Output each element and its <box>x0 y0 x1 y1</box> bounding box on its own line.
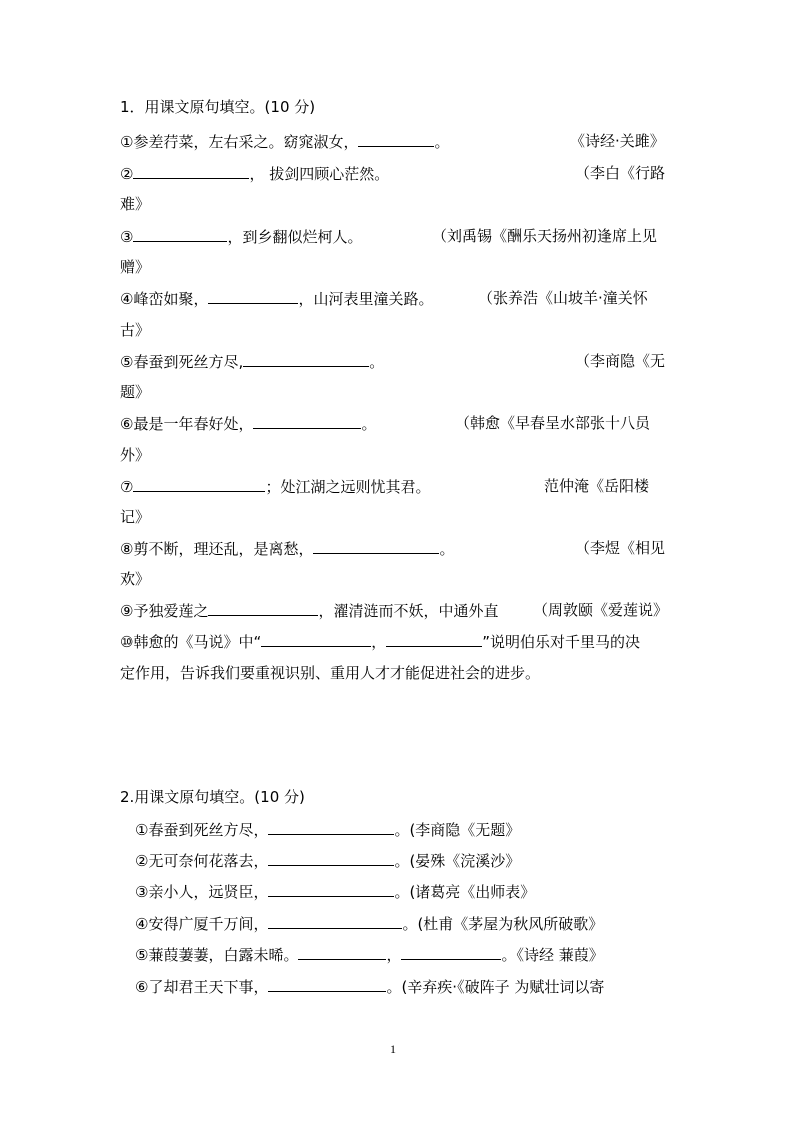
q1-source: 《诗经·关雎》 <box>570 132 665 150</box>
q3-blank[interactable] <box>133 225 227 242</box>
q6-end: 。 <box>361 415 377 433</box>
s2-q6-line <box>135 975 604 998</box>
q10-comma: ， <box>371 633 387 651</box>
q4-text-b: ，山河表里潼关路。 <box>298 290 434 308</box>
q5-end: 。 <box>369 353 385 371</box>
q10-line <box>120 630 640 653</box>
q2-line <box>120 162 389 185</box>
q5-blank[interactable] <box>243 350 369 367</box>
q9-blank[interactable] <box>208 599 318 616</box>
q3-line <box>120 225 362 248</box>
q7-blank[interactable] <box>133 475 265 492</box>
q9-source: （周敦颐《爱莲说》 <box>533 601 669 619</box>
q10-blank-1[interactable] <box>261 630 371 647</box>
s2-q6-blank[interactable] <box>268 975 386 992</box>
s2-q6-source: 。(辛弃疾·《破阵子 为赋壮词以寄 <box>386 978 605 996</box>
s2-q2-line <box>135 849 520 872</box>
q3-text: ，到乡翻似烂柯人。 <box>227 228 363 246</box>
s2-q2-source: 。(晏殊《浣溪沙》 <box>394 852 521 870</box>
q7-source: 范仲淹《岳阳楼 <box>544 477 650 495</box>
s2-q2-text: ②无可奈何花落去， <box>135 852 269 870</box>
q7-source-cont: 记》 <box>120 508 151 526</box>
q4-blank[interactable] <box>208 287 298 304</box>
q8-blank[interactable] <box>313 537 439 554</box>
q10-blank-2[interactable] <box>386 630 482 647</box>
q2-blank[interactable] <box>133 162 249 179</box>
q7-line <box>120 475 430 498</box>
s2-q3-text: ③亲小人，远贤臣， <box>135 883 269 901</box>
s2-q5-source: 。《诗经 蒹葭》 <box>501 946 604 964</box>
s2-q1-blank[interactable] <box>268 818 394 835</box>
q5-source: （李商隐《无 <box>575 352 666 370</box>
q4-source-cont: 古》 <box>120 321 151 339</box>
section2-title: 2.用课文原句填空。(10 分) <box>120 788 305 806</box>
q3-source-cont: 赠》 <box>120 258 151 276</box>
s2-q5-text: ⑤蒹葭萋萋，白露未晞。 <box>135 946 299 964</box>
q5-text: ⑤春蚕到死丝方尽, <box>120 353 244 371</box>
q8-source-cont: 欢》 <box>120 570 151 588</box>
q10-text-a: ⑩韩愈的《马说》中“ <box>120 633 262 651</box>
s2-q3-source: 。(诸葛亮《出师表》 <box>394 883 536 901</box>
q10-text-c: ”说明伯乐对千里马的决 <box>482 633 641 651</box>
q8-text: ⑧剪不断，理还乱，是离愁， <box>120 540 314 558</box>
q6-source-cont: 外》 <box>120 446 151 464</box>
q1-text: ①参差荇菜，左右采之。窈窕淑女， <box>120 133 359 151</box>
q7-text: ；处江湖之远则忧其君。 <box>265 478 431 496</box>
q8-line <box>120 537 454 560</box>
page-number: 1 <box>390 1042 396 1056</box>
q1-blank[interactable] <box>358 130 434 147</box>
q6-line <box>120 412 376 435</box>
q6-blank[interactable] <box>253 412 361 429</box>
s2-q3-line <box>135 880 535 903</box>
s2-q3-blank[interactable] <box>268 880 394 897</box>
s2-q6-text: ⑥了却君王天下事， <box>135 978 269 996</box>
s2-q4-line <box>135 912 603 935</box>
q10-cont: 定作用，告诉我们要重视识别、重用人才才能促进社会的进步。 <box>120 664 541 682</box>
q1-end: 。 <box>434 133 450 151</box>
s2-q1-source: 。(李商隐《无题》 <box>394 821 521 839</box>
s2-q5-blank-2[interactable] <box>401 943 501 960</box>
s2-q5-comma: ， <box>386 946 402 964</box>
q2-source: （李白《行路 <box>575 164 666 182</box>
q8-source: （李煜《相见 <box>575 539 666 557</box>
s2-q4-text: ④安得广厦千万间， <box>135 915 269 933</box>
s2-q2-blank[interactable] <box>268 849 394 866</box>
section1-title: 1．用课文原句填空。(10 分) <box>120 98 316 116</box>
q2-num: ② <box>120 165 134 183</box>
q7-num: ⑦ <box>120 478 134 496</box>
q8-end: 。 <box>439 540 455 558</box>
q3-num: ③ <box>120 228 134 246</box>
q5-line <box>120 350 384 373</box>
q6-text: ⑥最是一年春好处， <box>120 415 254 433</box>
q4-source: （张养浩《山坡羊·潼关怀 <box>478 289 648 307</box>
q4-text-a: ④峰峦如聚， <box>120 290 209 308</box>
q4-line <box>120 287 433 310</box>
s2-q1-line <box>135 818 520 841</box>
q1-line <box>120 130 449 153</box>
q9-text-a: ⑨予独爱莲之 <box>120 602 209 620</box>
s2-q4-blank[interactable] <box>268 912 402 929</box>
q2-text: ， 拔剑四顾心茫然。 <box>249 165 390 183</box>
s2-q4-source: 。(杜甫《茅屋为秋风所破歌》 <box>402 915 604 933</box>
q5-source-cont: 题》 <box>120 383 151 401</box>
s2-q5-blank-1[interactable] <box>298 943 386 960</box>
q9-line <box>120 599 498 622</box>
q6-source: （韩愈《早春呈水部张十八员 <box>455 414 651 432</box>
q2-source-cont: 难》 <box>120 195 151 213</box>
s2-q5-line <box>135 943 604 966</box>
q9-text-b: ，濯清涟而不妖，中通外直 <box>318 602 499 620</box>
s2-q1-text: ①春蚕到死丝方尽， <box>135 821 269 839</box>
q3-source: （刘禹锡《酬乐天扬州初逢席上见 <box>432 227 658 245</box>
